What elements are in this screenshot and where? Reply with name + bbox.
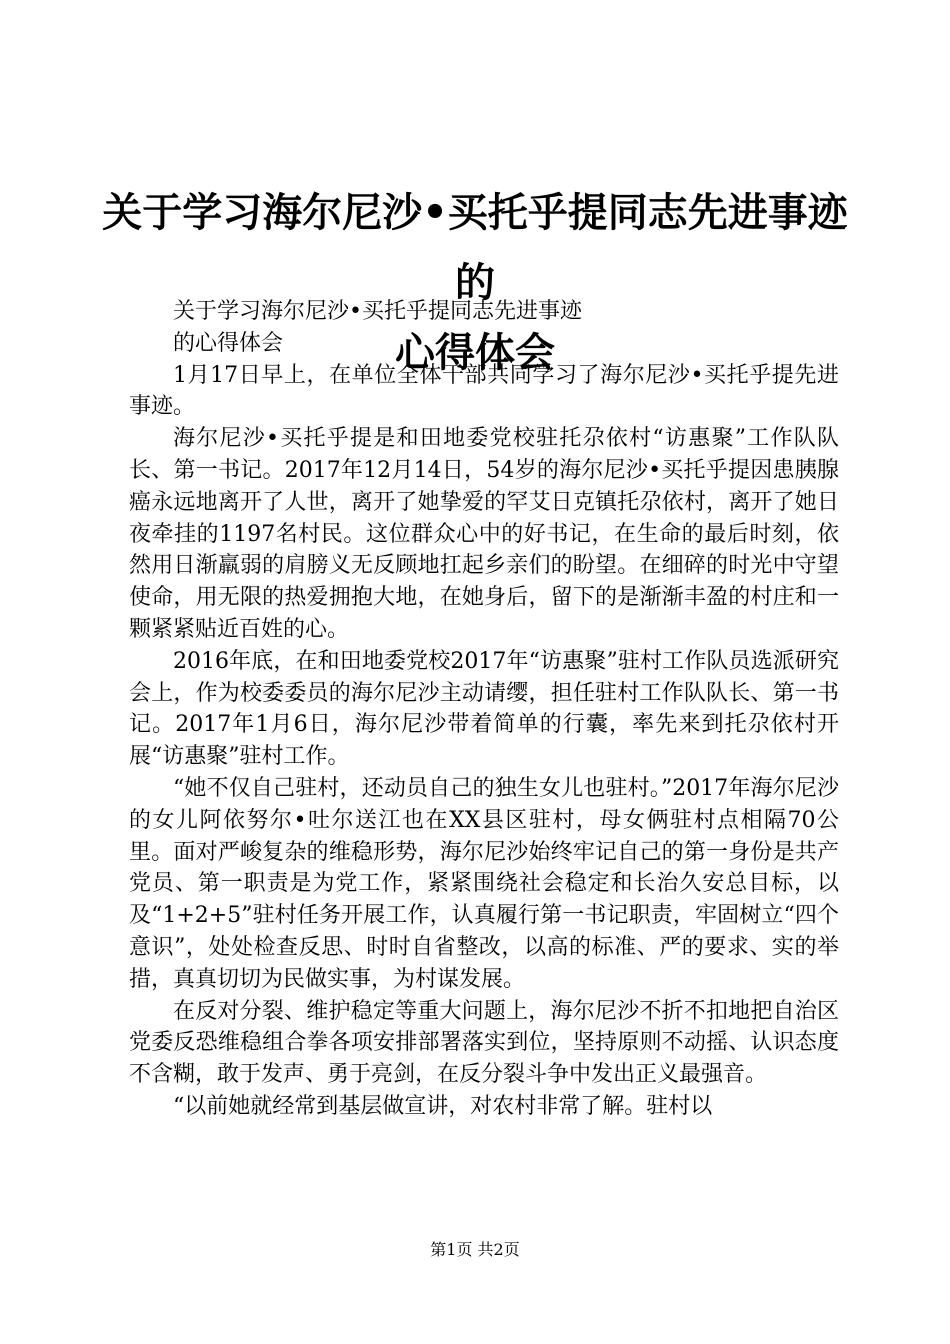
subtitle-line-2: 的心得体会 [173, 330, 284, 356]
paragraph: 海尔尼沙•买托乎提是和田地委党校驻托尕依村“访惠聚”工作队队长、第一书记。2017年12月14日，54岁的海尔尼沙•买托乎提因患胰腺癌永远地离开了人世，离开了她挚爱的罕艾日克镇托尕依村，离开了她日夜牵挂的1197名村民。这位群众心中的好书记，在生命的最后时刻，依然用日渐羸弱的肩膀义无反顾地扛起乡亲们的盼望。在细碎的时光中守望使命，用无限的热爱拥抱大地，在她身后，留下的是渐渐丰盈的村庄和一颗紧紧贴近百姓的心。 [129, 426, 839, 642]
title-line-1: 关于学习海尔尼沙•买托乎提同志先进事迹的 [102, 189, 848, 306]
document-body [129, 296, 839, 1123]
paragraph: 在反对分裂、维护稳定等重大问题上，海尔尼沙不折不扣地把自治区党委反恐维稳组合拳各项安排部署落实到位，坚持原则不动摇、认识态度不含糊，敢于发声、勇于亮剑，在反分裂斗争中发出正义最强音。 [129, 998, 839, 1088]
paragraph: “以前她就经常到基层做宣讲，对农村非常了解。驻村以 [173, 1093, 713, 1119]
paragraph: 1月17日早上，在单位全体干部共同学习了海尔尼沙•买托乎提先进事迹。 [129, 362, 839, 420]
title-line-2: 心得体会 [395, 329, 555, 376]
paragraph: 2016年底，在和田地委党校2017年“访惠聚”驻村工作队员选派研究会上，作为校委委员的海尔尼沙主动请缨，担任驻村工作队队长、第一书记。2017年1月6日，海尔尼沙带着简单的行囊，率先来到托尕依村开展“访惠聚”驻村工作。 [129, 648, 839, 770]
paragraph: “她不仅自己驻村，还动员自己的独生女儿也驻村。”2017年海尔尼沙的女儿阿依努尔•吐尔送江也在XX县区驻村，母女俩驻村点相隔70公里。面对严峻复杂的维稳形势，海尔尼沙始终牢记自己的第一身份是共产党员、第一职责是为党工作，紧紧围绕社会稳定和长治久安总目标，以及“1+2+5”驻村任务开展工作，认真履行第一书记职责，牢固树立“四个意识”，处处检查反思、时时自省整改，以高的标准、严的要求、实的举措，真真切切为民做实事，为村谋发展。 [129, 775, 839, 992]
page-footer: 第1页 共2页 [430, 1240, 520, 1259]
subtitle-line-1: 关于学习海尔尼沙•买托乎提同志先进事迹 [173, 299, 582, 324]
